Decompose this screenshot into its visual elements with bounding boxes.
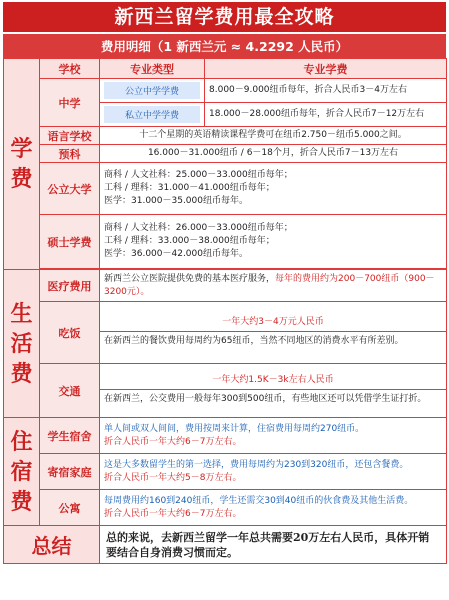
- category-living: 生 活 费: [4, 270, 40, 418]
- type-private-middle: 私立中学学费: [100, 103, 205, 127]
- label-apartment: 公寓: [40, 490, 100, 526]
- summary-text: 总的来说，去新西兰留学一年总共需要20万左右人民币，具体开销要结合自身消费习惯而定。: [100, 526, 447, 564]
- summary-label: 总结: [4, 526, 100, 564]
- column-fee: 专业学费: [205, 59, 447, 79]
- page-subtitle: 费用明细（1 新西兰元 ≈ 4.2292 人民币）: [3, 32, 446, 58]
- fee-language-school: 十二个星期的英语精读课程学费可在纽币2.750－纽币5.000之间。: [100, 127, 447, 145]
- label-homestay: 寄宿家庭: [40, 454, 100, 490]
- fee-dorm: 单人间或双人间间，费用按周来计算，住宿费用每周约270纽币。 折合人民币一年大约6－7万左右。: [100, 418, 447, 454]
- fee-transport: 一年大约1.5K－3k左右人民币 在新西兰，公交费用一般每年300到500纽币，有些地区还可以凭借学生证打折。: [100, 364, 447, 418]
- type-public-middle: 公立中学学费: [100, 79, 205, 103]
- fee-apartment: 每周费用约160到240纽币，学生还需交30到40纽币的伙食费及其他生活费。 折合人民币一年大约6－7万左右。: [100, 490, 447, 526]
- label-medical: 医疗费用: [40, 270, 100, 302]
- fee-masters: 商科 / 人文社科：26.000－33.000纽币每年； 工科 / 理科：33.000－38.000纽币每年； 医学：36.000－42.000纽币每年。: [100, 215, 447, 269]
- label-language-school: 语言学校: [40, 127, 100, 145]
- label-middle-school: 中学: [40, 79, 100, 127]
- fee-table: [3, 58, 447, 564]
- fee-private-middle: 18.000－28.000纽币每年，折合人民币7－12万左右: [205, 103, 447, 127]
- fee-public-middle: 8.000－9.000纽币每年，折合人民币3－4万左右: [205, 79, 447, 103]
- fee-homestay: 这是大多数留学生的第一选择，费用每周约为230到320纽币，还包含餐费。 折合人民币一年大约5－8万左右。: [100, 454, 447, 490]
- label-food: 吃饭: [40, 302, 100, 364]
- label-dorm: 学生宿舍: [40, 418, 100, 454]
- fee-food: 一年大约3－4万元人民币 在新西兰的餐饮费用每周约为65纽币，当然不同地区的消费水平有所差别。: [100, 302, 447, 364]
- fee-public-university: 商科 / 人文社科：25.000－33.000纽币每年； 工科 / 理科：31.000－41.000纽币每年； 医学：31.000－35.000纽币每年。: [100, 163, 447, 215]
- category-tuition: 学 费: [4, 59, 40, 270]
- fee-medical: 新西兰公立医院提供免费的基本医疗服务，每年的费用约为200－700纽币（900－3200元）。: [100, 270, 447, 302]
- page-title: 新西兰留学费用最全攻略: [3, 2, 446, 32]
- label-masters: 硕士学费: [40, 215, 100, 269]
- label-public-university: 公立大学: [40, 163, 100, 215]
- fee-foundation: 16.000－31.000纽币 / 6－18个月，折合人民币7－13万左右: [100, 145, 447, 163]
- category-housing: 住 宿 费: [4, 418, 40, 526]
- column-type: 专业类型: [100, 59, 205, 79]
- label-foundation: 预科: [40, 145, 100, 163]
- label-transport: 交通: [40, 364, 100, 418]
- column-school: 学校: [40, 59, 100, 79]
